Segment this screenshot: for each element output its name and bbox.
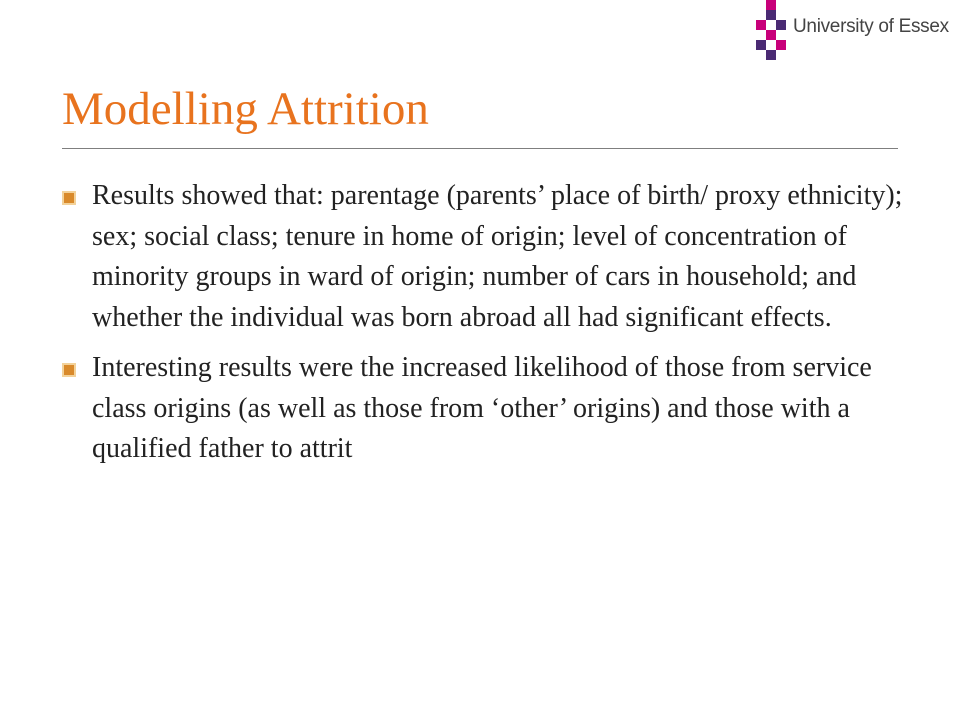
slide-title: Modelling Attrition [62,83,429,135]
university-logo [755,0,960,70]
bullet-list [62,176,912,480]
bullet-text: Interesting results were the increased likelihood of those from service class origins (as well as those from ‘other’ origins) and those with a qualified father to attrit [92,352,872,464]
bullet-item [62,348,912,470]
title-divider [62,148,898,149]
square-bullet-icon [62,191,76,205]
bullet-text: Results showed that: parentage (parents’ place of birth/ proxy ethnicity); sex; social class; tenure in home of origin; level of concentration of minority groups in ward of origin; number of cars in household; and whether the individual was born abroad all had significant effects. [92,180,903,333]
logo-squares-icon [755,0,791,70]
bullet-item [62,176,912,338]
square-bullet-icon [62,363,76,377]
logo-text: University of Essex [793,16,949,37]
